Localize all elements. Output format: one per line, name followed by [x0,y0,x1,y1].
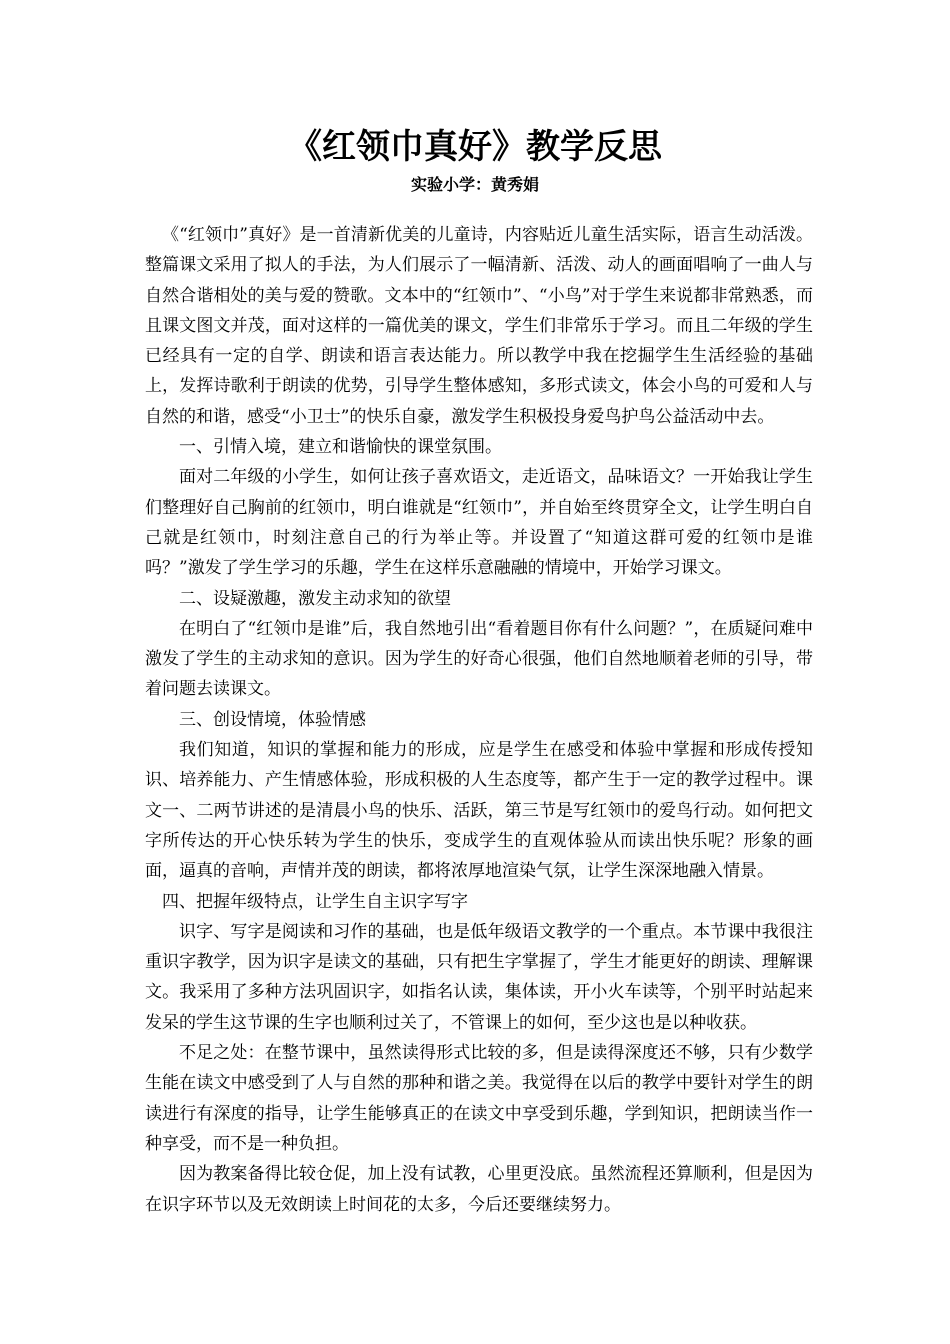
document-title: 《红领巾真好》教学反思 [288,127,662,167]
section-paragraph-1: 面对二年级的小学生，如何让孩子喜欢语文，走近语文，品味语文？一开始我让学生们整理好自己胸前的红领巾，明白谁就是“红领巾”，并自始至终贯穿全文，让学生明白自己就是红领巾，时刻注意自己的行为举止等。并设置了“知道这群可爱的红领巾是谁吗？”激发了学生学习的乐趣，学生在这样乐意融融的情境中，开始学习课文。 [145,467,813,579]
section-paragraph-3: 我们知道，知识的掌握和能力的形成，应是学生在感受和体验中掌握和形成传授知识、培养能力、产生情感体验，形成积极的人生态度等，都产生于一定的教学过程中。课文一、二两节讲述的是清晨小鸟的快乐、活跃，第三节是写红领巾的爱鸟行动。如何把文字所传达的开心快乐转为学生的快乐，变成学生的直观体验从而读出快乐呢？形象的画面，逼真的音响，声情并茂的朗读，都将浓厚地渲染气氛，让学生深深地融入情景。 [145,740,813,882]
section-paragraph-2: 在明白了“红领巾是谁”后，我自然地引出“看着题目你有什么问题？”，在质疑问难中激发了学生的主动求知的意识。因为学生的好奇心很强，他们自然地顺着老师的引导，带着问题去读课文。 [145,618,813,700]
shortcomings-paragraph: 不足之处：在整节课中，虽然读得形式比较的多，但是读得深度还不够，只有少数学生能在读文中感受到了人与自然的那种和谐之美。我觉得在以后的教学中要针对学生的朗读进行有深度的指导，让学生能够真正的在读文中享受到乐趣，学到知识，把朗读当作一种享受，而不是一种负担。 [145,1043,813,1154]
section-heading-3: 三、创设情境，体验情感 [179,709,366,730]
section-heading-2: 二、设疑激趣，激发主动求知的欲望 [179,588,451,609]
section-paragraph-4: 识字、写字是阅读和习作的基础，也是低年级语文教学的一个重点。本节课中我很注重识字教学，因为识字是读文的基础，只有把生字掌握了，学生才能更好的朗读、理解课文。我采用了多种方法巩固识字，如指名认读，集体读，开小火车读等，个别平时站起来发呆的学生这节课的生字也顺利过关了，不管课上的如何，至少这也是以种收获。 [145,921,813,1033]
intro-paragraph: 《“红领巾”真好》是一首清新优美的儿童诗，内容贴近儿童生活实际，语言生动活泼。整篇课文采用了拟人的手法，为人们展示了一幅清新、活泼、动人的画面唱响了一曲人与自然合谐相处的美与爱的赞歌。文本中的“红领巾”、“小鸟”对于学生来说都非常熟悉，而且课文图文并茂，面对这样的一篇优美的课文，学生们非常乐于学习。而且二年级的学生已经具有一定的自学、朗读和语言表达能力。所以教学中我在挖掘学生生活经验的基础上，发挥诗歌利于朗读的优势，引导学生整体感知，多形式读文，体会小鸟的可爱和人与自然的和谐，感受“小卫士”的快乐自豪，激发学生积极投身爱鸟护鸟公益活动中去。 [145,225,813,427]
document-body [145,220,813,1220]
section-heading-4: 四、把握年级特点，让学生自主识字写字 [162,891,468,912]
section-heading-1: 一、引情入境，建立和谐愉快的课堂氛围。 [179,437,502,458]
document-author: 实验小学：黄秀娟 [410,175,539,194]
closing-paragraph: 因为教案备得比较仓促，加上没有试教，心里更没底。虽然流程还算顺利，但是因为在识字环节以及无效朗读上时间花的太多，今后还要继续努力。 [145,1164,813,1215]
